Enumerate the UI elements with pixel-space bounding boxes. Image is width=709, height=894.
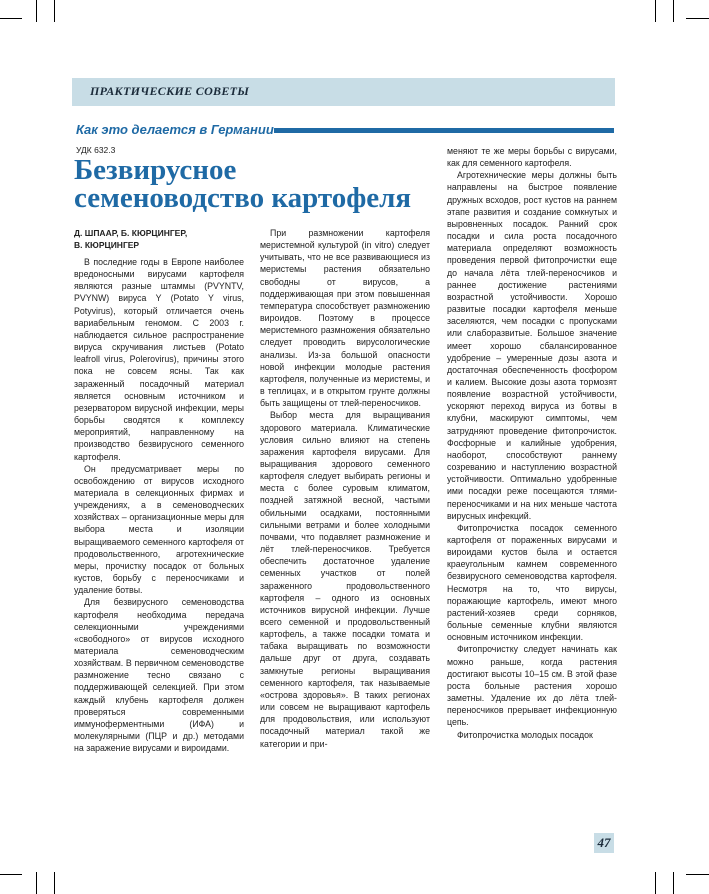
authors [74, 227, 244, 251]
paragraph: В последние годы в Европе наиболее вредоносными вирусами картофеля являются разные штаммы (PVYNTV, PVYNW) вируса Y (Potato Y virus, Potyvirus), который отличается очень вариабельным геномом. С 2003 г. наблюдается сильное распространение вируса скручивания листьев (Potato leafroll virus, Polerovirus), причины этого пока не совсем ясны. Так как зараженный посадочный материал является основным источником и резерватором вирусной инфекции, меры борьбы сводятся к комплексу мероприятий, направленному на производство безвирусного семенного картофеля. [74, 257, 244, 462]
text-column-1 [74, 256, 244, 754]
paragraph: меняют те же меры борьбы с вирусами, как для семенного картофеля. [447, 146, 617, 169]
paragraph: Выбор места для выращивания здорового материала. Климатические условия сильно влияют на степень заражения картофеля вирусами. Для выращивания здорового семенного картофеля следует выбирать регионы и места с более суровым климатом, поздней затяжной весной, частыми обильными осадками, постоянными сильными ветрами и более холодными почвами, что подавляет размножение и лёт тлей-переносчиков. Требуется обеспечить достаточное удаление семенных участков от полей зараженного продовольственного картофеля – одного из основных источников вирусной инфекции. Лучше всего семенной и продовольственный картофель, а также посадки томата и табака выращивать по возможности дальше друг от друга, создавать замкнутые регионы выращивания семенного картофеля, так называемые «острова здоровья». В таких регионах или совсем не выращивают картофель для продовольствия, или используют посадочный материал такой же категории и при- [260, 410, 430, 749]
authors-line: Д. ШПААР, Б. КЮРЦИНГЕР, [74, 228, 188, 238]
crop-mark [36, 0, 37, 22]
crop-mark [655, 872, 656, 894]
crop-mark [686, 874, 709, 875]
crop-mark [0, 874, 22, 875]
authors-line: В. КЮРЦИНГЕР [74, 240, 140, 250]
paragraph: Агротехнические меры должны быть направлены на быстрое появление дружных всходов, рост кустов на раннем этапе развития и создание сомкнутых и выровненных посадок. Ранний срок посадки и сила роста посадочного материала определяют возможность проведения первой фитопрочистки еще до начала лёта тлей-переносчиков и раннее достижение растениями возрастной устойчивости. Хорошо развитые посадки картофеля меньше заселяются, чем посадки с пропусками или слаборазвитые. Большое значение имеет хорошо сбалансированное удобрение – умеренные дозы азота и достаточная обеспеченность фосфором и калием. Высокие дозы азота тормозят появление возрастной устойчивости, ускоряют переход вируса из ботвы в клубни, маскируют симптомы, чем затрудняют проведение фитопрочисток. Фосфорные и калийные удобрения, наоборот, способствуют раннему созреванию и наступлению возрастной устойчивости. Оптимально удобренные ими посадки реже посещаются тлями-переносчиками и на них меньше частота вирусных инфекций. [447, 170, 617, 521]
crop-mark [54, 0, 55, 22]
crop-mark [673, 0, 674, 22]
paragraph: Фитопрочистку следует начинать как можно раньше, когда растения достигают высоты 10–15 см. В этой фазе роста больные растения хорошо заметны. Удаление их до лёта тлей-переносчиков прерывает инфекционную цепь. [447, 644, 617, 728]
paragraph: При размножении картофеля меристемной культурой (in vitro) следует учитывать, что не все развивающиеся из меристемы растения обязательно свободны от вирусов, а поддерживающая при этом повышенная температура способствует размножению вироидов. Поэтому в процессе меристемного размножения обязательно следует проводить вирусологические анализы. Из-за большой опасности новой инфекции молодые растения картофеля, полученные из меристемы, и в теплицах, и в открытом грунте должны быть защищены от тлей-переносчиков. [260, 228, 430, 409]
paragraph: Фитопрочистка молодых посадок [457, 729, 593, 740]
text-column-2 [260, 227, 430, 750]
rubric-rule [274, 128, 614, 133]
page-number: 47 [594, 833, 614, 853]
article-title-line: семеноводство картофеля [74, 182, 412, 214]
paragraph: Для безвирусного семеноводства картофеля необходима передача селекционными учреждениями «свободного» от вирусов исходного материала семеноводческим хозяйствам. В первичном семеноводстве размножение тесно связано с поддерживающей селекцией. При этом каждый клубень картофеля должен проверяться современными иммуноферментными (ИФА) и молекулярными (ПЦР и др.) методами на заражение вирусами и вироидами. [74, 597, 244, 754]
crop-mark [655, 0, 656, 22]
crop-mark [54, 872, 55, 894]
section-header: ПРАКТИЧЕСКИЕ СОВЕТЫ [90, 84, 250, 98]
paragraph: Он предусматривает меры по освобождению от вирусов исходного материала в селекционных фирмах и учреждениях, а в семеноводческих хозяйствах – организационные меры для выбора места и изоляции выращиваемого семенного картофеля от продовольственного, агротехнические меры, прочистку посадок от больных кустов, борьбу с переносчиками и удаление ботвы. [74, 463, 244, 596]
article-title-line: Безвирусное [74, 154, 237, 186]
crop-mark [686, 18, 709, 19]
article-title [74, 156, 434, 212]
crop-mark [36, 872, 37, 894]
crop-mark [673, 872, 674, 894]
crop-mark [0, 18, 22, 19]
text-column-3 [447, 145, 617, 741]
udk-code: УДК 632.3 [76, 145, 116, 155]
section-header-band [72, 78, 615, 106]
paragraph: Фитопрочистка посадок семенного картофеля от пораженных вирусами и вироидами кустов была и остается краеугольным камнем современного безвирусного семеноводства картофеля. Несмотря на то, что вирусы, поражающие картофель, имеют много растений-хозяев среди сорняков, больные семенные клубни являются основным источником инфекции. [447, 522, 617, 643]
rubric-title: Как это делается в Германии [76, 122, 274, 137]
